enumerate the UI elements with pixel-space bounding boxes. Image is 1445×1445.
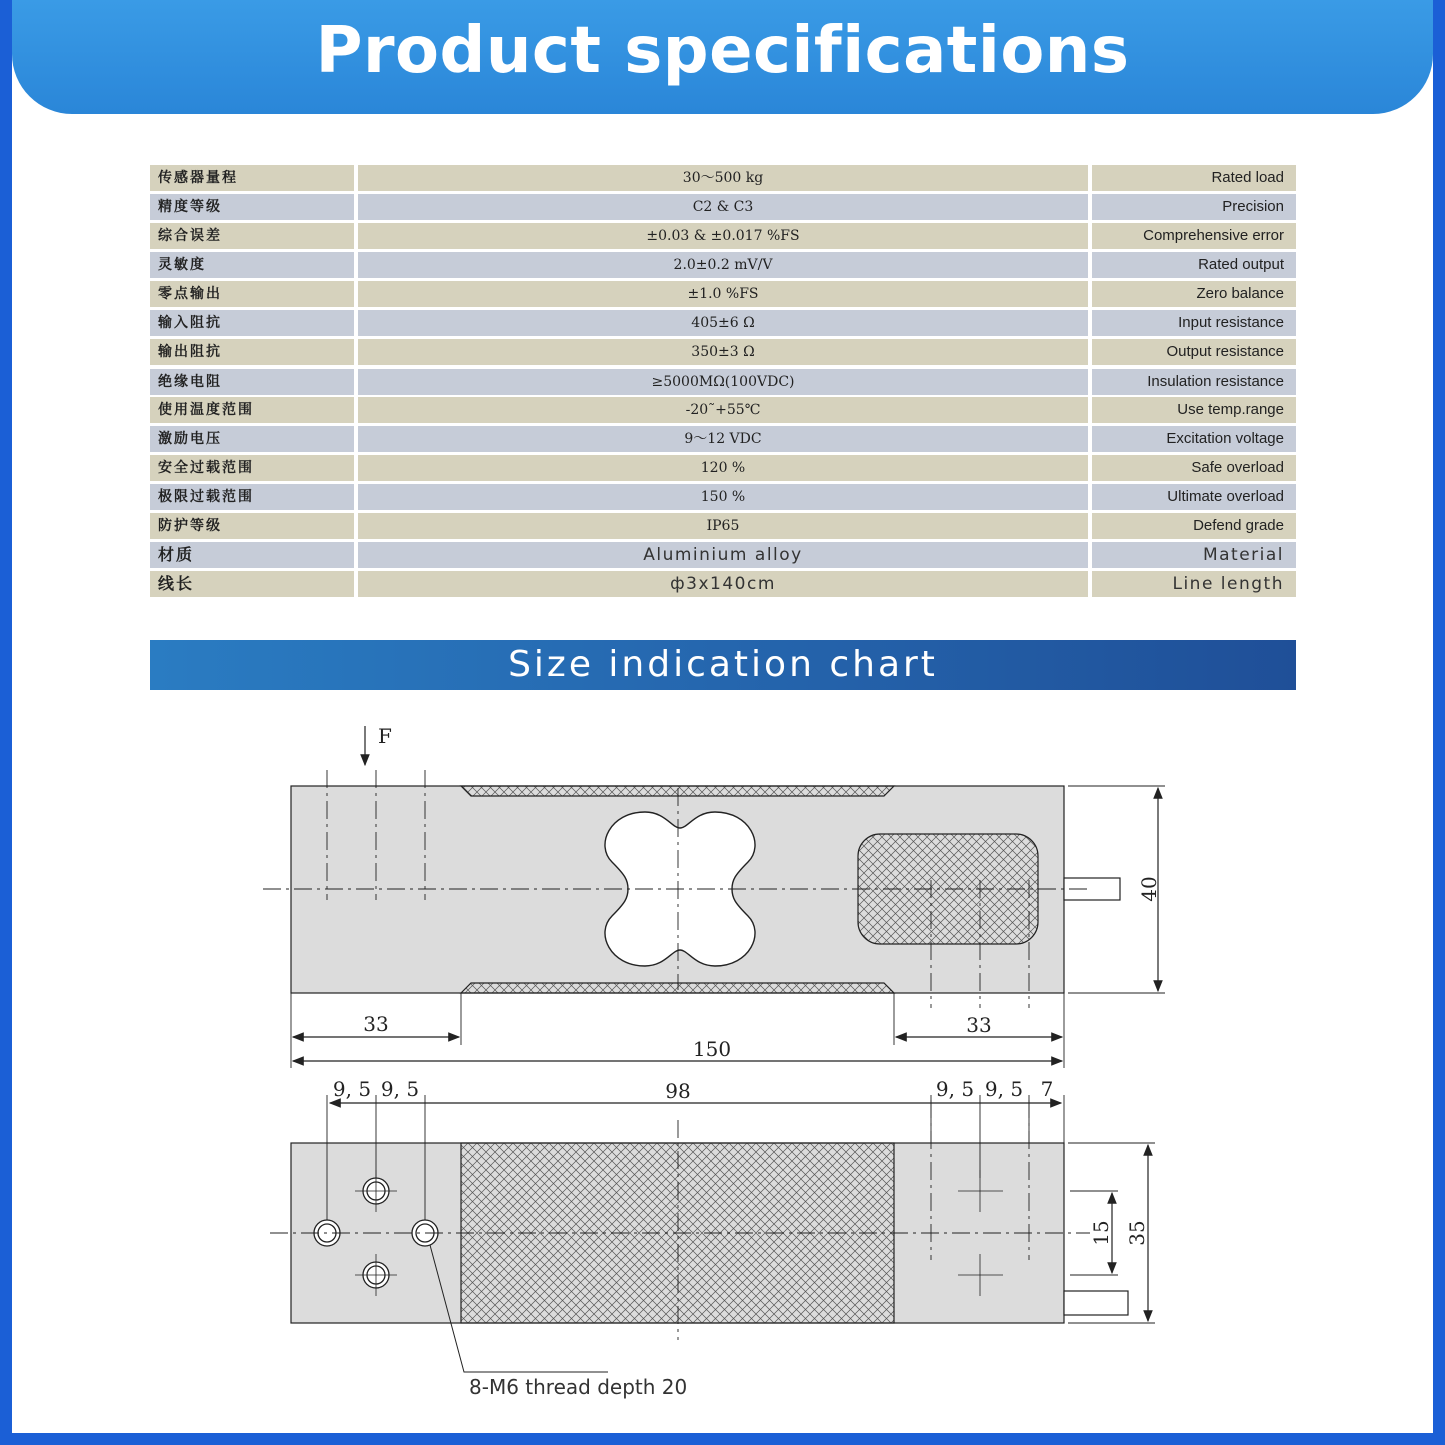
spec-label-en: Output resistance (1092, 339, 1296, 365)
dim-height-40: 40 (1137, 876, 1161, 902)
spec-row (150, 281, 1296, 307)
spec-value: 9～12 VDC (358, 426, 1088, 452)
spec-label-cn: 精度等级 (150, 194, 354, 220)
spec-label-cn: 极限过载范围 (150, 484, 354, 510)
spec-row (150, 542, 1296, 568)
dimension-drawing (0, 700, 1445, 1430)
page-title: Product specifications (315, 14, 1130, 88)
spec-value: ф3x140cm (358, 571, 1088, 597)
spec-label-en: Rated output (1092, 252, 1296, 278)
spec-row (150, 223, 1296, 249)
spec-label-cn: 输出阻抗 (150, 339, 354, 365)
spec-label-cn: 输入阻抗 (150, 310, 354, 336)
spec-label-cn: 使用温度范围 (150, 397, 354, 423)
spec-row (150, 252, 1296, 278)
strain-gauge-bottom-edge (461, 983, 894, 993)
spec-label-cn: 灵敏度 (150, 252, 354, 278)
strain-gauge-top-edge (461, 786, 894, 796)
spec-row (150, 426, 1296, 452)
spec-label-en: Comprehensive error (1092, 223, 1296, 249)
spec-label-cn: 综合误差 (150, 223, 354, 249)
spec-value: 350±3 Ω (358, 339, 1088, 365)
dim-hole-pitch-1: 9, 5 (332, 1077, 372, 1101)
header-banner (12, 0, 1433, 114)
spec-label-en: Defend grade (1092, 513, 1296, 539)
spec-label-cn: 传感器量程 (150, 165, 354, 191)
spec-label-en: Precision (1092, 194, 1296, 220)
spec-label-en: Use temp.range (1092, 397, 1296, 423)
dim-hole-pitch-3: 9, 5 (935, 1077, 975, 1101)
dim-span-98: 98 (665, 1079, 691, 1103)
spec-value: ≥5000MΩ(100VDC) (358, 369, 1088, 395)
dim-hole-pitch-2: 9, 5 (380, 1077, 420, 1101)
dim-left-33: 33 (363, 1012, 389, 1036)
size-chart-title: Size indication chart (508, 644, 938, 685)
spec-value: IP65 (358, 513, 1088, 539)
spec-label-en: Excitation voltage (1092, 426, 1296, 452)
spec-value: 405±6 Ω (358, 310, 1088, 336)
thread-note: 8-M6 thread depth 20 (469, 1375, 688, 1399)
spec-label-en: Line length (1092, 571, 1296, 597)
spec-value: ±1.0 %FS (358, 281, 1088, 307)
force-label: F (378, 724, 392, 748)
spec-label-cn: 激励电压 (150, 426, 354, 452)
spec-label-en: Ultimate overload (1092, 484, 1296, 510)
dim-width-15: 15 (1089, 1220, 1113, 1246)
spec-row (150, 571, 1296, 597)
spec-value: C2 & C3 (358, 194, 1088, 220)
spec-label-en: Safe overload (1092, 455, 1296, 481)
spec-row (150, 513, 1296, 539)
spec-row (150, 369, 1296, 395)
spec-row (150, 339, 1296, 365)
spec-label-cn: 绝缘电阻 (150, 369, 354, 395)
spec-row (150, 165, 1296, 191)
spec-value: Aluminium alloy (358, 542, 1088, 568)
spec-label-en: Zero balance (1092, 281, 1296, 307)
spec-label-en: Rated load (1092, 165, 1296, 191)
dim-end-7: 7 (1040, 1077, 1054, 1101)
spec-value: 2.0±0.2 mV/V (358, 252, 1088, 278)
spec-label-cn: 零点输出 (150, 281, 354, 307)
dim-right-33: 33 (966, 1013, 992, 1037)
dim-width-35: 35 (1125, 1220, 1149, 1246)
cable-bottom-view (1064, 1291, 1128, 1315)
spec-row (150, 194, 1296, 220)
spec-label-cn: 线长 (150, 571, 354, 597)
dim-length-150: 150 (692, 1037, 732, 1061)
spec-label-cn: 安全过载范围 (150, 455, 354, 481)
spec-row (150, 455, 1296, 481)
spec-label-en: Input resistance (1092, 310, 1296, 336)
spec-label-cn: 防护等级 (150, 513, 354, 539)
spec-value: 150 % (358, 484, 1088, 510)
spec-value: 30～500 kg (358, 165, 1088, 191)
spec-label-cn: 材质 (150, 542, 354, 568)
spec-row (150, 310, 1296, 336)
size-chart-banner (150, 640, 1296, 690)
spec-row (150, 484, 1296, 510)
spec-label-en: Material (1092, 542, 1296, 568)
spec-value: -20˜+55℃ (358, 397, 1088, 423)
spec-row (150, 397, 1296, 423)
dim-hole-pitch-4: 9, 5 (984, 1077, 1024, 1101)
spec-value: 120 % (358, 455, 1088, 481)
spec-value: ±0.03 & ±0.017 %FS (358, 223, 1088, 249)
spec-label-en: Insulation resistance (1092, 369, 1296, 395)
